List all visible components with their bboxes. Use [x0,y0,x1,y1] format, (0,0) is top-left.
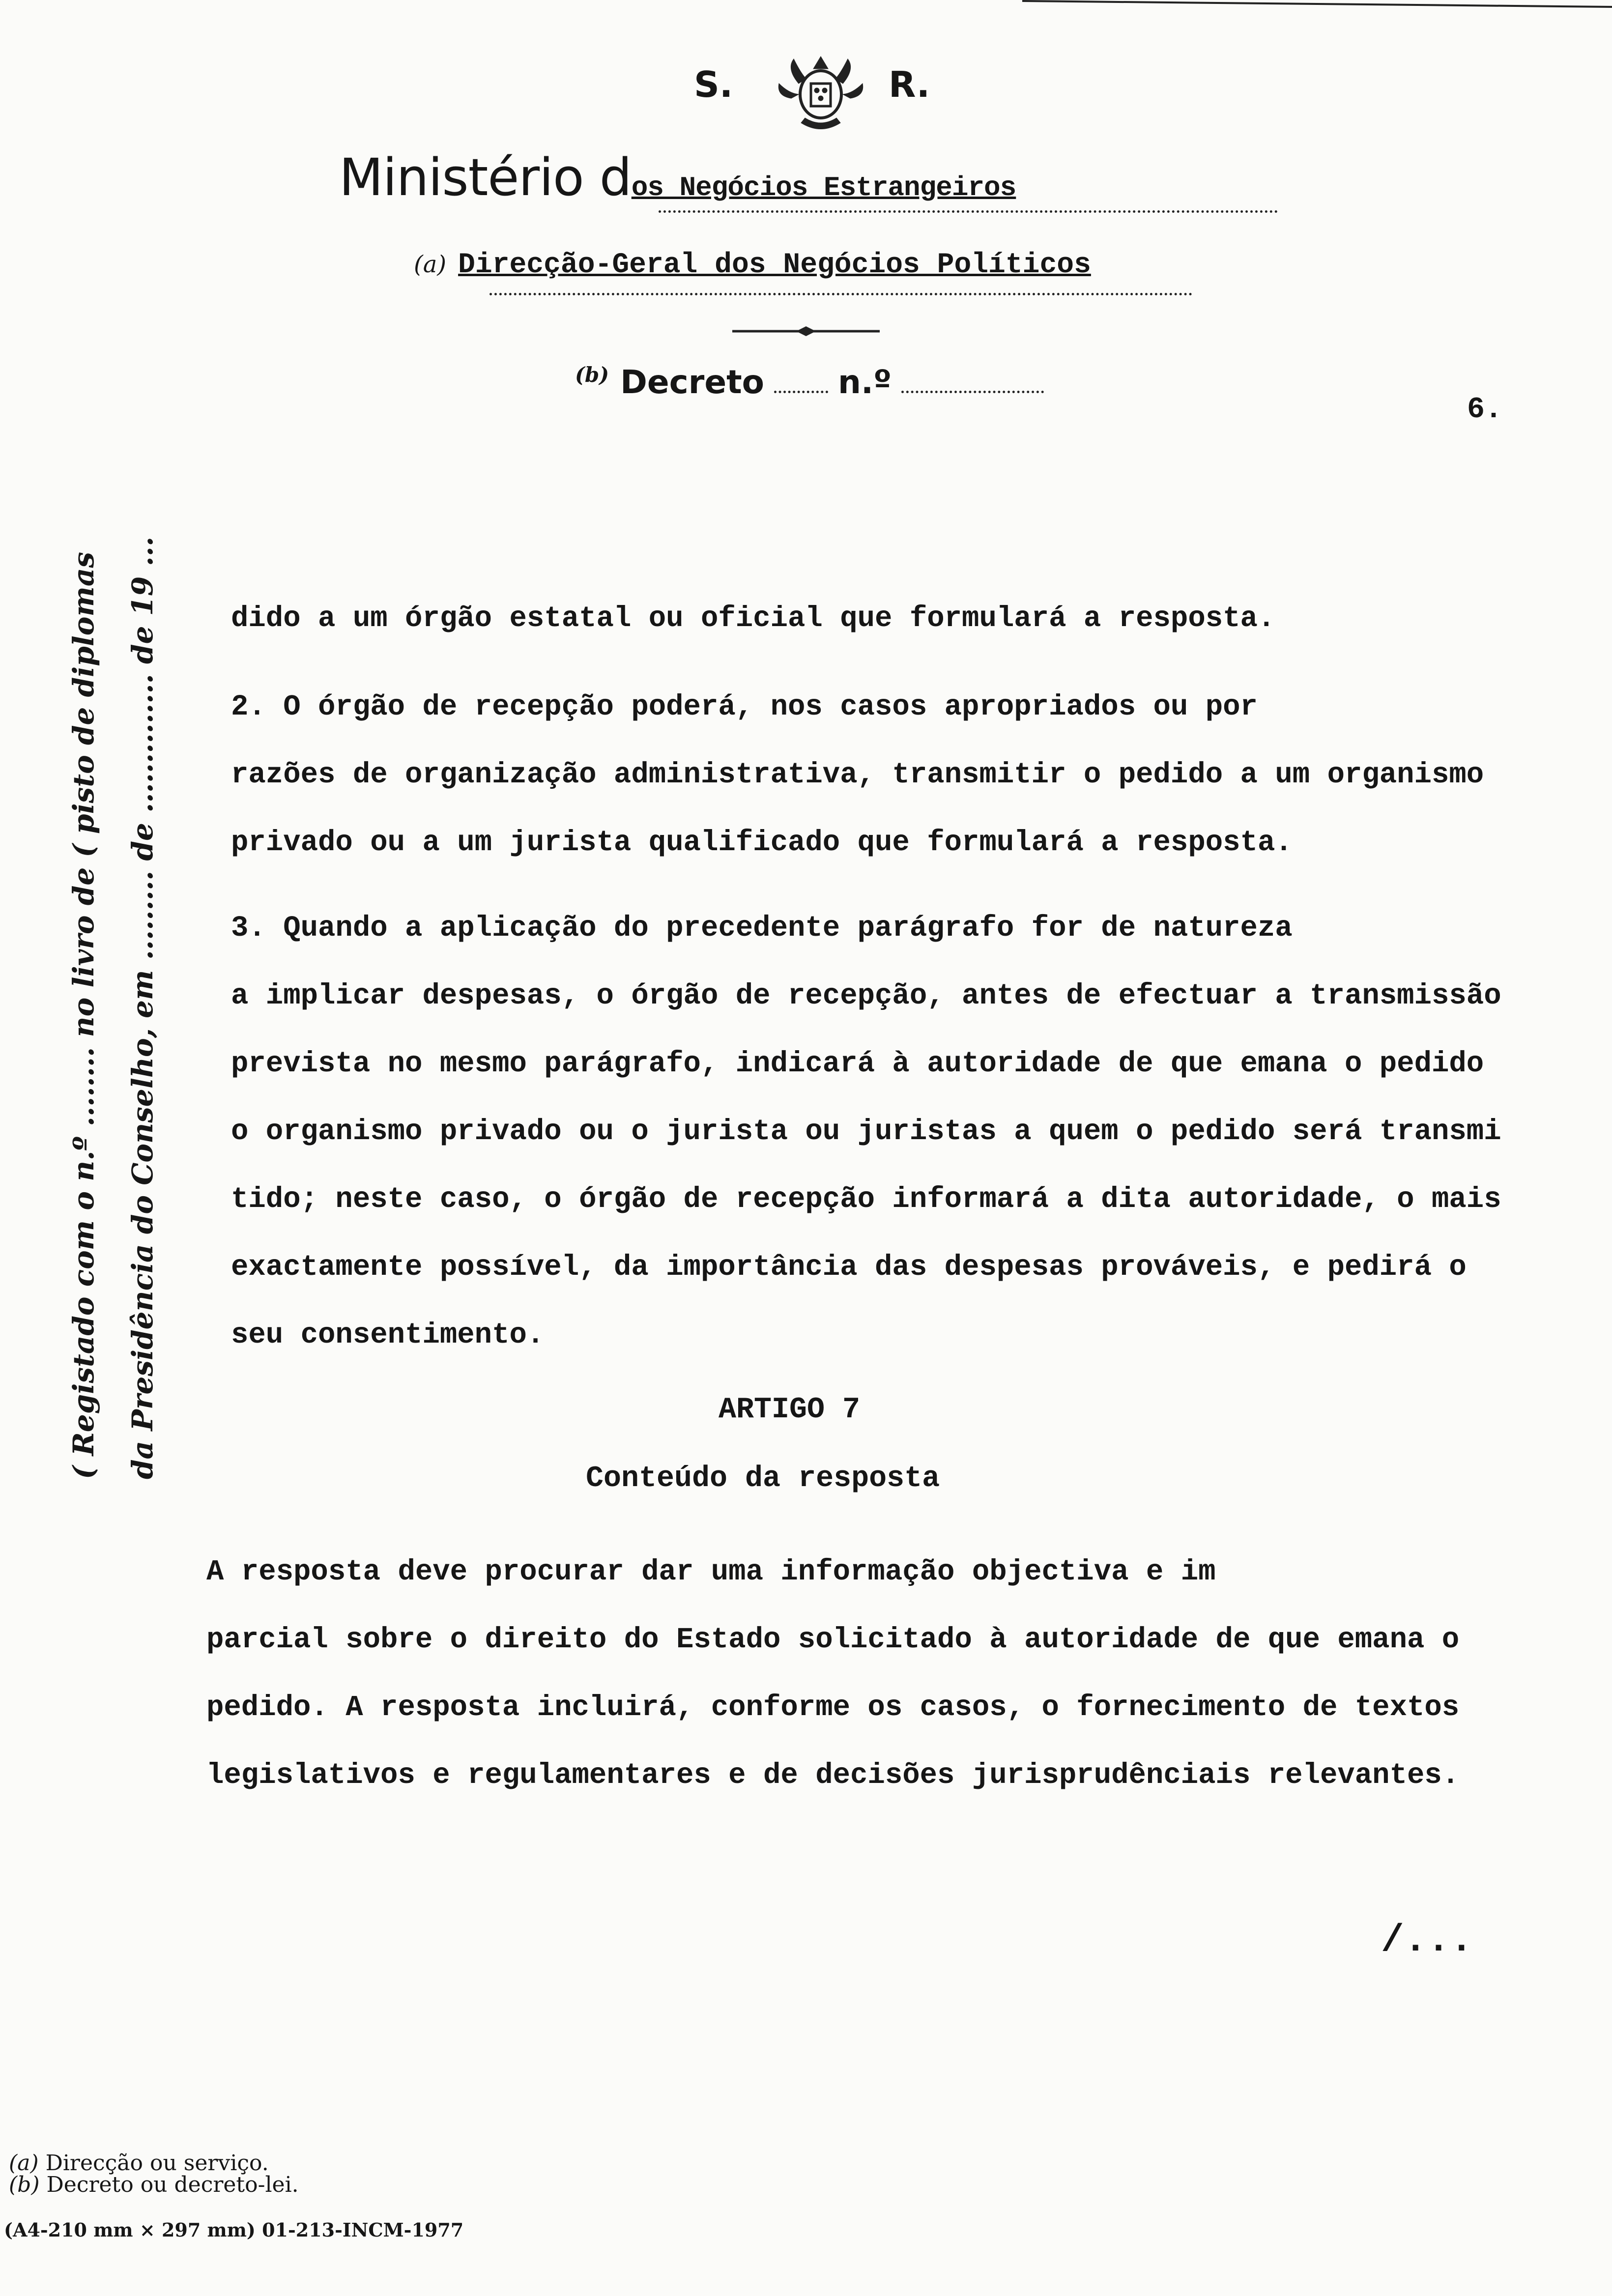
direction-dotted-line [489,293,1192,295]
decree-text: Decreto [620,363,764,401]
article-line: A resposta deve procurar dar uma informação objectiva e im [206,1555,1216,1588]
article-line: pedido. A resposta incluirá, conforme os casos, o fornecimento de textos [206,1691,1460,1724]
divider-ornament [732,325,880,337]
direction-line [414,246,1091,281]
body-line: 2. O órgão de recepção poderá, nos casos apropriados ou por [231,690,1258,723]
decree-dots [774,391,828,393]
body-line: razões de organização administrativa, transmitir o pedido a um organismo [231,758,1484,791]
decree-line [575,363,1044,401]
registration-margin-note [54,536,182,1479]
ministry-heading [339,147,1016,207]
margin-note-line-2: da Presidência do Conselho, em ......... de .............. de 19 ... [126,536,159,1479]
body-line: dido a um órgão estatal ou oficial que formulará a resposta. [231,602,1275,635]
header-s: S. [694,64,733,105]
direction-label: (a) [414,251,447,278]
body-line: prevista no mesmo parágrafo, indicará à autoridade de que emana o pedido [231,1047,1484,1080]
decree-number-label: n.º [837,363,892,401]
continuation-mark: /... [1381,1919,1473,1962]
article-subtitle: Conteúdo da resposta [586,1462,940,1495]
footnote-a-label: (a) [9,2151,39,2176]
article-title: ARTIGO 7 [719,1393,861,1427]
decree-label: (b) [575,363,609,387]
body-line: seu consentimento. [231,1319,545,1351]
body-line: o organismo privado ou o jurista ou juristas a quem o pedido será transmi [231,1115,1501,1148]
article-line: legislativos e regulamentares e de decisões jurisprudênciais relevantes. [206,1759,1460,1792]
footnote-b-text: Decreto ou decreto-lei. [46,2172,299,2197]
ministry-dotted-line [659,210,1278,213]
coat-of-arms-icon [772,49,870,138]
header-r: R. [889,64,930,105]
footnote-a-text: Direcção ou serviço. [45,2151,269,2176]
form-format-code: (A4-210 mm × 297 mm) 01-213-INCM-1977 [4,2219,464,2241]
ministry-name: os Negócios Estrangeiros [631,172,1016,203]
decree-number-dots [901,391,1044,393]
footnote-b-label: (b) [9,2172,40,2197]
scan-edge-line [1022,0,1612,8]
article-line: parcial sobre o direito do Estado solicitado à autoridade de que emana o [206,1623,1460,1656]
body-line: privado ou a um jurista qualificado que formulará a resposta. [231,826,1293,859]
body-line: exactamente possível, da importância das despesas prováveis, e pedirá o [231,1251,1467,1284]
page-number: 6. [1467,393,1503,427]
body-line: a implicar despesas, o órgão de recepção, antes de efectuar a transmissão [231,979,1501,1012]
ministry-prefix: Ministério d [339,147,632,207]
body-line: 3. Quando a aplicação do precedente parágrafo for de natureza [231,912,1293,945]
direction-value: Direcção-Geral dos Negócios Políticos [458,249,1091,281]
body-line: tido; neste caso, o órgão de recepção informará a dita autoridade, o mais [231,1183,1501,1216]
footnote-b [9,2172,299,2197]
margin-note-line-1: ( Registado com o n.º ........ no livro de ( pisto de diplomas [67,551,100,1479]
